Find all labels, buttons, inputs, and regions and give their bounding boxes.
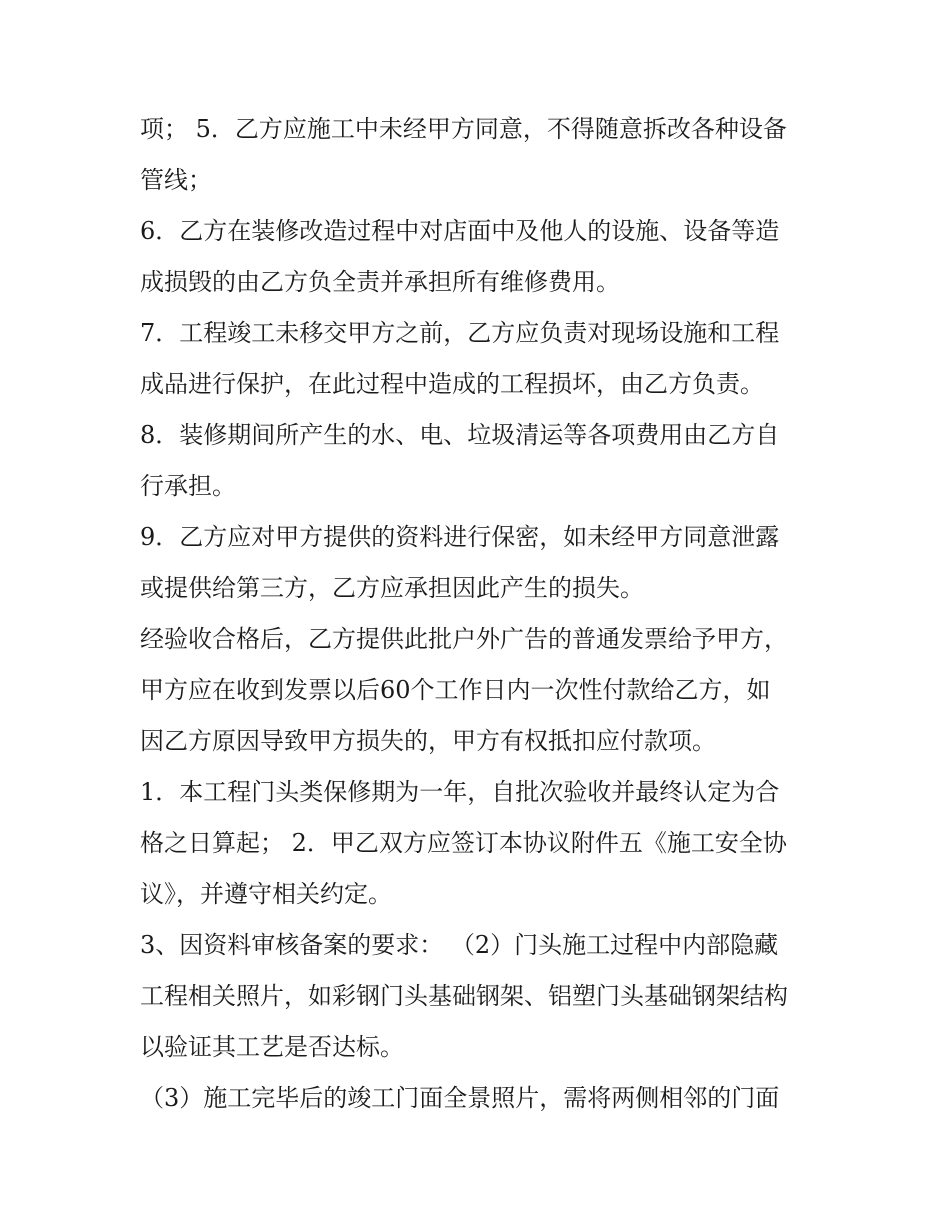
text-line: 3、因资料审核备案的要求： （2）门头施工过程中内部隐藏 [140,931,779,959]
text-line: 6．乙方在装修改造过程中对店面中及他人的设施、设备等造 [140,217,780,245]
text-line: 1．本工程门头类保修期为一年，自批次验收并最终认定为合 [140,778,780,806]
text-line: 9．乙方应对甲方提供的资料进行保密，如未经甲方同意泄露 [140,523,780,551]
text-line: 成品进行保护，在此过程中造成的工程损坏，由乙方负责。 [140,370,764,398]
text-line: 以验证其工艺是否达标。 [140,1033,404,1061]
text-line: （3）施工完毕后的竣工门面全景照片，需将两侧相邻的门面 [140,1084,780,1112]
text-line: 成损毁的由乙方负全责并承担所有维修费用。 [140,268,620,296]
text-line: 管线； [140,166,212,194]
text-line: 因乙方原因导致甲方损失的，甲方有权抵扣应付款项。 [140,727,716,755]
text-line: 议》，并遵守相关约定。 [140,880,392,908]
text-line: 工程相关照片，如彩钢门头基础钢架、铝塑门头基础钢架结构 [140,982,788,1010]
text-line: 行承担。 [140,472,236,500]
text-line: 格之日算起； 2．甲乙双方应签订本协议附件五《施工安全协 [140,829,787,857]
text-line: 经验收合格后，乙方提供此批户外广告的普通发票给予甲方， [140,625,788,653]
text-line: 或提供给第三方，乙方应承担因此产生的损失。 [140,574,644,602]
text-line: 甲方应在收到发票以后60个工作日内一次性付款给乙方，如 [140,676,771,704]
text-line: 8．装修期间所产生的水、电、垃圾清运等各项费用由乙方自 [140,421,780,449]
document-body [140,104,820,1124]
text-line: 项； 5．乙方应施工中未经甲方同意，不得随意拆改各种设备 [140,115,787,143]
text-line: 7．工程竣工未移交甲方之前，乙方应负责对现场设施和工程 [140,319,780,347]
